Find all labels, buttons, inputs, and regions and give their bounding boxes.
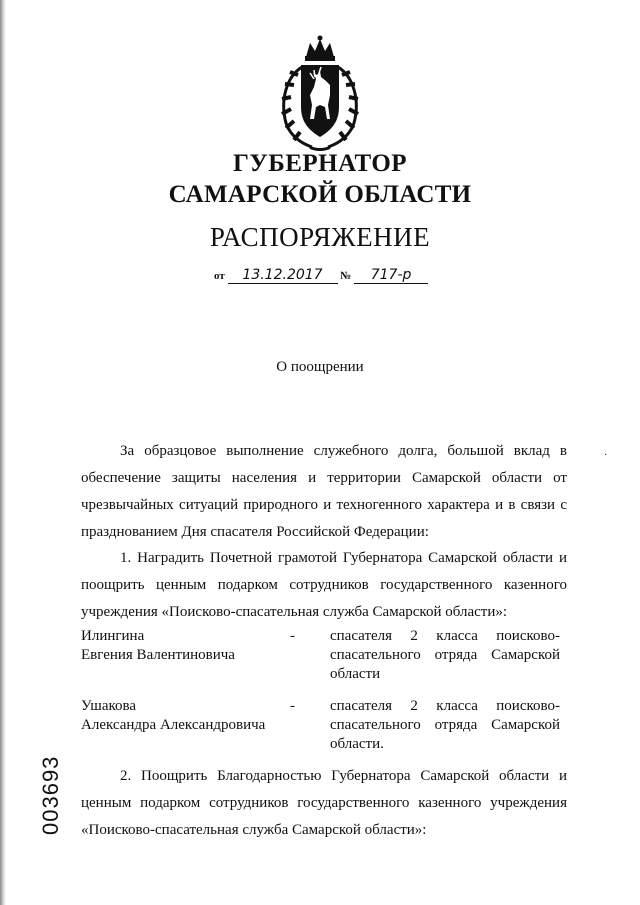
item-1-paragraph: 1. Наградить Почетной грамотой Губернатора Самарской области и поощрить ценным подарком сотрудников государственного казенного учреждения «Поисково-спасательная служба Самарской области»:	[81, 550, 567, 620]
date-handwritten: 13.12.2017	[228, 267, 338, 284]
intro-paragraph: За образцовое выполнение служебного долга, большой вклад в обеспечение защиты населения и территории Самарской области от чрезвычайных ситуаций природного и техногенного характера и в связи с празднованием Дня спасателя Российской Федерации:	[81, 443, 567, 540]
person-1-given-names: Евгения Валентиновича	[81, 647, 235, 663]
person-1-surname: Илингина	[81, 628, 145, 644]
date-number-line	[214, 267, 428, 284]
item-2-paragraph: 2. Поощрить Благодарностью Губернатора Самарской области и ценным подарком сотрудников государственного казенного учреждения «Поисково-спасательная служба Самарской области»:	[81, 768, 567, 838]
person-1-dash: -	[290, 628, 295, 644]
person-2-surname: Ушакова	[81, 698, 137, 714]
margin-dot-mark: ·	[604, 450, 608, 461]
subject-line: О поощрении	[276, 359, 364, 375]
person-2-dash: -	[290, 698, 295, 714]
document-type-heading: РАСПОРЯЖЕНИЕ	[209, 222, 431, 252]
issuer-title-line1: ГУБЕРНАТОР	[232, 150, 408, 177]
date-label: от	[214, 270, 225, 282]
person-2-given-names: Александра Александровича	[81, 717, 266, 733]
person-2-position: спасателя 2 класса поисково-спасательного отряда Самарской области.	[330, 698, 560, 752]
scan-edge-shadow	[0, 0, 6, 905]
margin-serial-stamp: 003693	[38, 755, 63, 835]
person-1-position: спасателя 2 класса поисково-спасательного отряда Самарской области	[330, 628, 560, 682]
number-handwritten: 717-р	[354, 267, 428, 284]
number-label: №	[340, 270, 352, 282]
issuer-title-line2: САМАРСКОЙ ОБЛАСТИ	[168, 181, 472, 208]
coat-of-arms-icon	[268, 35, 372, 153]
